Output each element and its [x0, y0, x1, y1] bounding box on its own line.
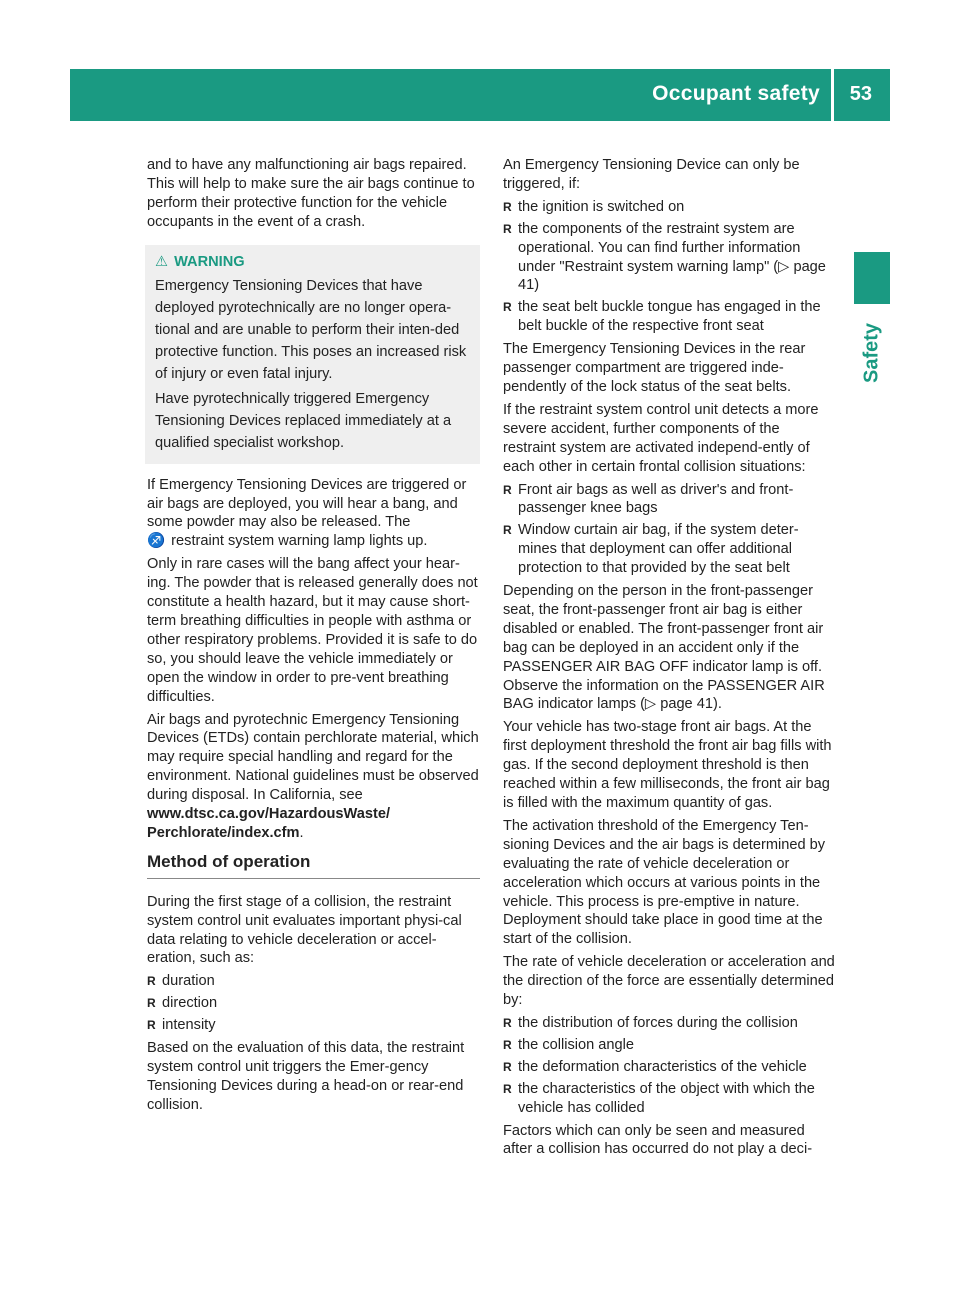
triggered-paragraph: If Emergency Tensioning Devices are triggered or air bags are deployed, you will hear a bang, and some powder may also be released. The ♐ restraint system warning lamp lights up.	[147, 476, 467, 550]
list-item: R the deformation characteristics of the vehicle	[503, 1058, 836, 1077]
side-tab-label: Safety	[860, 322, 883, 384]
side-tab-marker	[854, 252, 890, 304]
rear-paragraph: The Emergency Tensioning Devices in the rear passenger compartment are triggered inde-pendently of the lock status of the seat belts.	[503, 341, 806, 395]
list-item: R the seat belt buckle tongue has engaged in the belt buckle of the respective front seat	[503, 298, 836, 336]
warning-text-1: Emergency Tensioning Devices that have deployed pyrotechnically are no longer opera-tional and are unable to perform their inten-ded protective function. This poses an increased risk of injury or even fatal injury.	[155, 277, 467, 382]
etd-list	[503, 198, 836, 336]
restraint-system-warning-lamp-icon: ♐	[147, 533, 166, 550]
two-stage-paragraph: Your vehicle has two-stage front air bags. At the first deployment threshold the front air bag fills with gas. If the second deployment threshold is then reached within a few milliseconds, the front air bag is filled with the maximum quantity of gas.	[503, 719, 832, 811]
rare-cases-paragraph: Only in rare cases will the bang affect your hear-ing. The powder that is released generally does not constitute a health hazard, but it may cause short-term breathing difficulties in people with asthma or other respiratory problems. Provided it is safe to do so, you should leave the vehicle immediately or open the window in order to pre-vent breathing difficulties.	[147, 556, 478, 705]
depending-paragraph: Depending on the person in the front-passenger seat, the front-passenger front air bag is either disabled or enabled. The front-passenger front air bag can be deployed in an accident only if the PASSENGER AIR BAG OFF indicator lamp is off. Observe the information on the PASSENGER AIR BAG indicator lamps (▷ page 41).	[503, 583, 825, 713]
right-column	[503, 156, 836, 1163]
activation-paragraph: The activation threshold of the Emergency Ten-sioning Devices and the air bags is determined by evaluating the rate of vehicle deceleration or acceleration which occurs at various points in the vehicle. This process is pre-emptive in nature. Deployment should take place in good time at the start of the collision.	[503, 817, 826, 948]
section-heading: Occupant safety	[652, 82, 820, 105]
list-item: R Front air bags as well as driver's and front-passenger knee bags	[503, 481, 836, 519]
warning-triangle-icon: ⚠	[155, 253, 169, 270]
list-item: R Window curtain air bag, if the system deter-mines that deployment can offer additional protection to that provided by the seat belt	[503, 521, 836, 578]
page-number: 53	[849, 83, 872, 105]
left-column	[147, 156, 480, 1119]
list-item: R intensity	[147, 1016, 480, 1035]
severe-paragraph: If the restraint system control unit detects a more severe accident, further components of the restraint system are activated independ-ently of each other in certain frontal collision situations:	[503, 401, 819, 475]
method-list	[147, 972, 480, 1035]
page-header	[70, 69, 890, 121]
method-of-operation-heading: Method of operation	[147, 853, 480, 879]
list-item: R the collision angle	[503, 1036, 836, 1055]
list-item: R duration	[147, 972, 480, 991]
etd-paragraph: An Emergency Tensioning Device can only be triggered, if:	[503, 157, 800, 192]
intro-paragraph: and to have any malfunctioning air bags repaired. This will help to make sure the air bags continue to perform their protective function for the vehicle occupants in the event of a crash.	[147, 157, 475, 230]
warning-box	[145, 245, 480, 464]
list-item: R the characteristics of the object with which the vehicle has collided	[503, 1080, 836, 1118]
list-item: R the components of the restraint system are operational. You can find further information under "Restraint system warning lamp" (▷ page 41)	[503, 220, 836, 296]
list-item: R the distribution of forces during the collision	[503, 1014, 836, 1033]
list-item: R direction	[147, 994, 480, 1013]
perchlorate-paragraph: Air bags and pyrotechnic Emergency Tensioning Devices (ETDs) contain perchlorate material, which may require special handling and regard for the environment. National guidelines must be observed during disposal. In California, see www.dtsc.ca.gov/HazardousWaste/ Perchlorate/index.cfm.	[147, 711, 479, 841]
severe-list	[503, 481, 836, 579]
rate-paragraph: The rate of vehicle deceleration or acceleration and the direction of the force are essentially determined by:	[503, 954, 835, 1009]
perchlorate-url[interactable]: www.dtsc.ca.gov/HazardousWaste/ Perchlorate/index.cfm	[147, 806, 391, 841]
method-paragraph: During the first stage of a collision, the restraint system control unit evaluates important physi-cal data relating to vehicle deceleration or accel-eration, such as:	[147, 893, 462, 967]
factors-paragraph: Factors which can only be seen and measured after a collision has occurred do not play a deci-	[503, 1122, 813, 1158]
list-item: R the ignition is switched on	[503, 198, 836, 217]
warning-text-2: Have pyrotechnically triggered Emergency Tensioning Devices replaced immediately at a qualified specialist workshop.	[155, 390, 452, 451]
header-divider	[831, 69, 834, 121]
based-paragraph: Based on the evaluation of this data, the restraint system control unit triggers the Emer-gency Tensioning Devices during a head-on or rear-end collision.	[147, 1040, 465, 1113]
rate-list	[503, 1014, 836, 1118]
warning-heading: ⚠ WARNING	[155, 253, 245, 270]
